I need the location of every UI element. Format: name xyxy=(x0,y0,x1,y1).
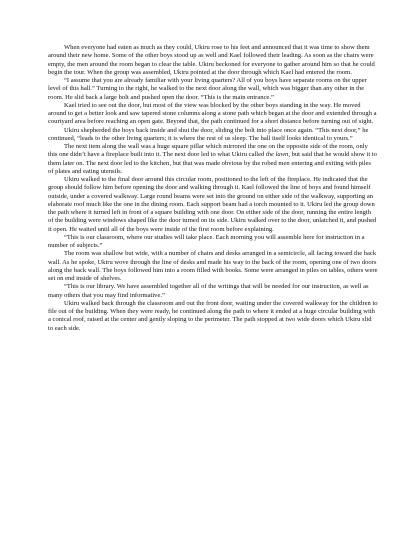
paragraph-2: “I assume that you are already familiar with your living quarters? All of you boys have separate rooms on the upper level of this hall.” Turning to the right, he walked to the next door along the wall, which was bigger than any other in the room. He slid back a large bolt and pushed open the door. “This is the main entrance.” xyxy=(48,77,367,101)
paragraph-1: When everyone had eaten as much as they could, Ukiru rose to his feet and announced that it was time to show them around their new home. Some of the other boys stood up as well and Kael followed their leading. As soon as the chairs were empty, the men around the room began to clear the table. Ukiru beckoned for everyone to gather around him so that he could begin the tour. When the group was assembled, Ukiru pointed at the door through which Kael had entered the room. xyxy=(48,44,375,76)
paragraph-6: Ukiru walked to the final door around this circular room, positioned to the left of the fireplace. He indicated that the group should follow him before opening the door and walking through it. Kael followed the line of boys and found himself outside, under a covered walkway. Large round beams were set into the ground on either side of the walkway, supporting an elaborate roof much like the one in the dining room. Each support beam had a torch mounted to it. Ukiru led the group down the path where it turned left in front of a square building with one door. On either side of the door, running the entire length of the building were windows shaped like the door turned on its side. Ukiru walked over to the door, unlatched it, and pushed it open. He waited until all of the boys were inside of the first room before explaining. xyxy=(48,176,377,233)
paragraph-9: “This is our library. We have assembled together all of the writings that will be needed for our instruction, as well as many others that you may find informative.” xyxy=(48,283,369,299)
paragraph-5-text: The next item along the wall was a huge square pillar which mirrored the one on the opposite side of the room, only this one didn’t have a fireplace built into it. The next door led to what Ukiru called xyxy=(48,143,368,159)
paragraph-7: “This is our classroom, where our studies will take place. Each morning you will assemble here for instruction in a number of subjects.” xyxy=(48,233,365,249)
lawn-term: the lawn xyxy=(265,151,289,159)
paragraph-5 xyxy=(48,143,378,176)
paragraph-10: Ukiru walked back through the classroom and out the front door, waiting under the covered walkway for the children to file out of the building. When they were ready, he continued along the path to where it ended at a huge circular building with a conical roof, raised at the center and gently sloping to the perimeter. The path stopped at two wide doors which Ukiru slid to each side. xyxy=(48,299,378,332)
paragraph-5-tail: , but said that he would show it to them later on. The next door led to the kitchen, but that was made obvious by the robed men entering and exiting with piles of plates and eating utensils. xyxy=(48,151,377,175)
paragraph-8: The room was shallow but wide, with a number of chairs and desks arranged in a semicircle, all facing toward the back wall. As he spoke, Ukiru wove through the line of desks and made his way to the back of the room, opening one of two doors along the back wall. The boys followed him into a room filled with books. Some were arranged in piles on tables, others were set on end inside of shelves. xyxy=(48,250,378,282)
paragraph-4: Ukiru shepherded the boys back inside and shut the door, sliding the bolt into place once again. “This next door,” he continued, “leads to the other living quarters; it is where the rest of us sleep. The hall itself looks identical to yours.” xyxy=(48,126,369,142)
paragraph-3: Kael tried to see out the door, but most of the view was blocked by the other boys standing in the way. He moved around to get a better look and saw tapered stone columns along a stone path which began at the door and extended through a courtyard area before reaching an open gate. Beyond that, the path continued for a short distance before turning out of sight. xyxy=(48,101,377,126)
